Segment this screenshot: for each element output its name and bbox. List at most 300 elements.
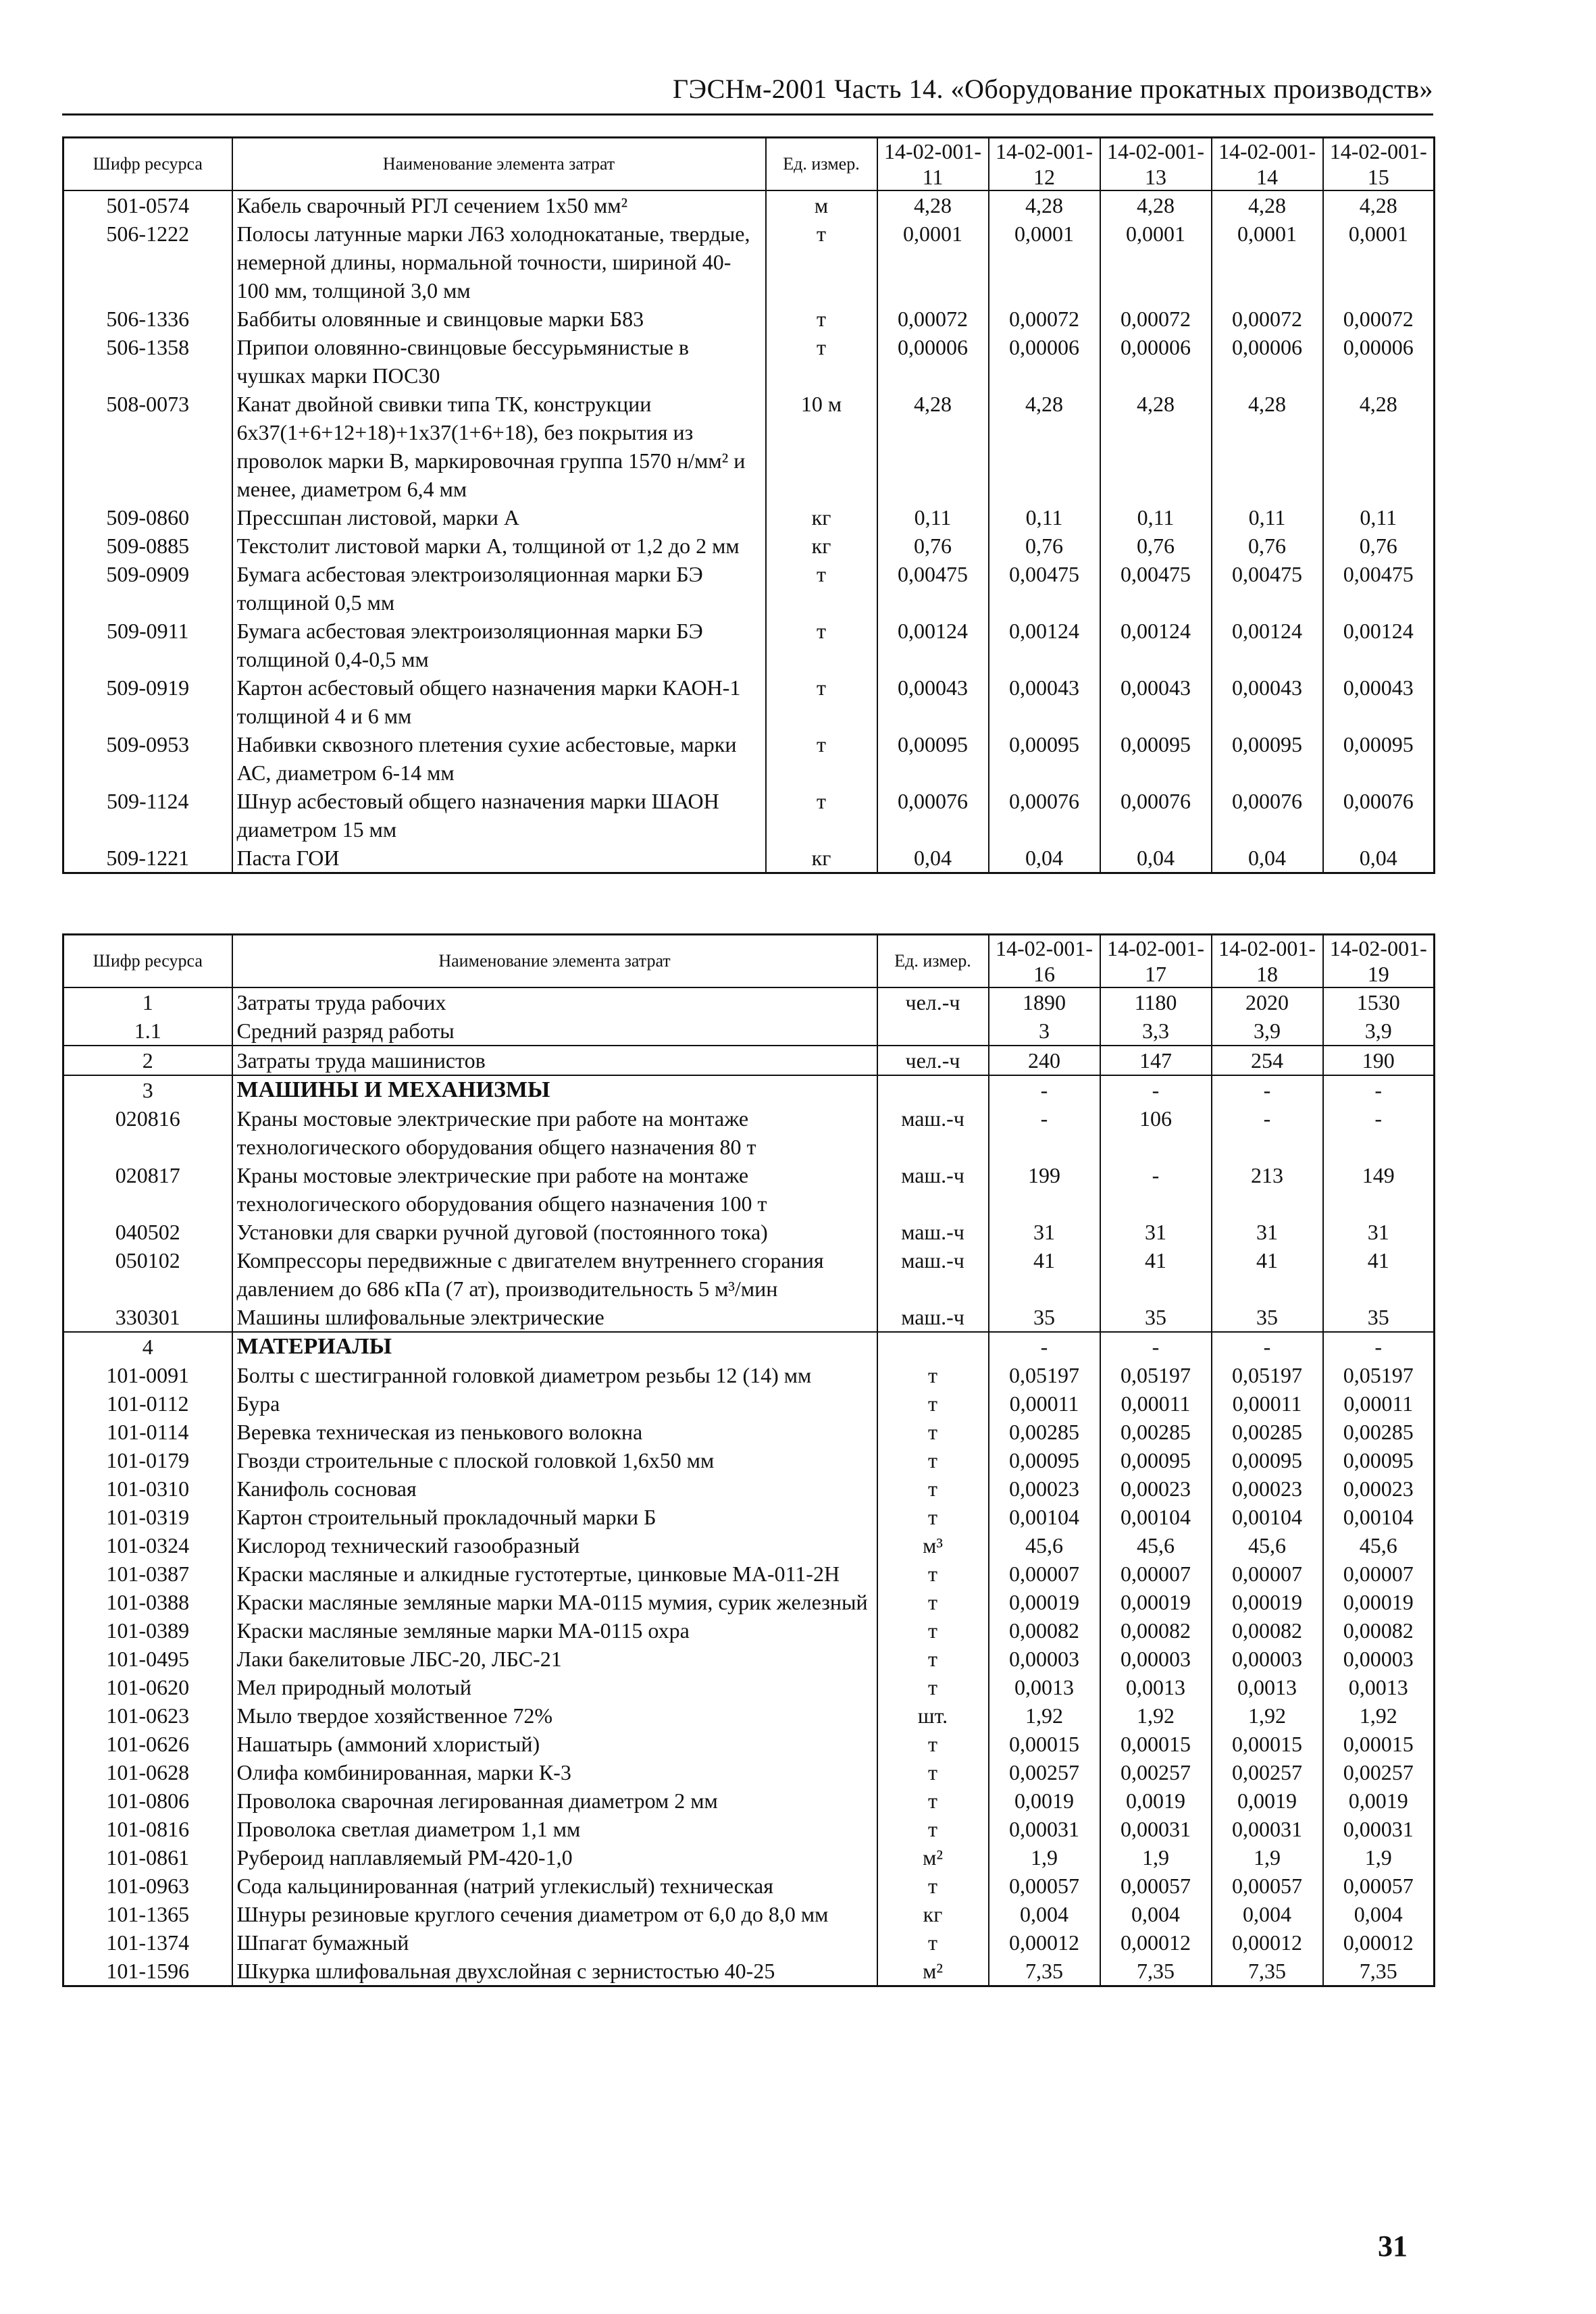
- table-row: [63, 1503, 1435, 1531]
- value-cell: 35: [989, 1303, 1100, 1332]
- resource-name: Шкурка шлифовальная двухслойная с зернистостью 40-25: [232, 1957, 877, 1986]
- value-cell: -: [1323, 1104, 1435, 1161]
- unit: чел.-ч: [877, 987, 989, 1017]
- resource-code: 101-0626: [63, 1730, 232, 1758]
- value-cell: 1,9: [1100, 1843, 1212, 1872]
- value-cell: 3: [989, 1017, 1100, 1046]
- value-cell: 7,35: [989, 1957, 1100, 1986]
- unit: маш.-ч: [877, 1161, 989, 1218]
- table-row: [63, 730, 1435, 787]
- resource-name: Машины шлифовальные электрические: [232, 1303, 877, 1332]
- resource-name: Средний разряд работы: [232, 1017, 877, 1046]
- resource-name: Краны мостовые электрические при работе на монтаже технологического оборудования общего назначения 100 т: [232, 1161, 877, 1218]
- value-cell: 41: [1212, 1246, 1323, 1303]
- unit: т: [877, 1730, 989, 1758]
- value-cell: 0,00072: [1212, 305, 1323, 333]
- value-cell: 190: [1323, 1046, 1435, 1075]
- unit: маш.-ч: [877, 1104, 989, 1161]
- unit: т: [877, 1474, 989, 1503]
- value-cell: 0,00104: [1323, 1503, 1435, 1531]
- value-cell: 0,00072: [989, 305, 1100, 333]
- value-cell: 0,76: [877, 532, 989, 560]
- resource-code: 101-0861: [63, 1843, 232, 1872]
- resource-code: 101-1596: [63, 1957, 232, 1986]
- value-cell: 45,6: [989, 1531, 1100, 1560]
- resource-name: Гвозди строительные с плоской головкой 1,6х50 мм: [232, 1446, 877, 1474]
- value-cell: 0,00015: [1100, 1730, 1212, 1758]
- resource-code: 101-1374: [63, 1928, 232, 1957]
- value-cell: 0,00015: [1323, 1730, 1435, 1758]
- resource-name: Мел природный молотый: [232, 1673, 877, 1701]
- value-cell: 3,3: [1100, 1017, 1212, 1046]
- table-row: [63, 1303, 1435, 1332]
- table-row: [63, 305, 1435, 333]
- value-cell: 0,00257: [1323, 1758, 1435, 1786]
- value-cell: 31: [1323, 1218, 1435, 1246]
- value-cell: 0,00003: [1100, 1645, 1212, 1673]
- value-cell: 45,6: [1100, 1531, 1212, 1560]
- table-row: [63, 1161, 1435, 1218]
- table-row: [63, 390, 1435, 503]
- resource-name: Олифа комбинированная, марки К-3: [232, 1758, 877, 1786]
- unit: кг: [766, 532, 877, 560]
- unit: т: [877, 1361, 989, 1389]
- table-row: [63, 190, 1435, 220]
- resource-code: 1: [63, 987, 232, 1017]
- col-header: 14-02-001-17: [1100, 935, 1212, 988]
- unit: [877, 1017, 989, 1046]
- value-cell: 0,00007: [989, 1560, 1100, 1588]
- unit: маш.-ч: [877, 1218, 989, 1246]
- value-cell: 4,28: [989, 190, 1100, 220]
- table-row: [63, 1758, 1435, 1786]
- value-cell: 0,00006: [877, 333, 989, 390]
- value-cell: 0,00076: [1212, 787, 1323, 844]
- value-cell: 31: [989, 1218, 1100, 1246]
- value-cell: 0,00076: [989, 787, 1100, 844]
- resource-name: Проволока сварочная легированная диаметром 2 мм: [232, 1786, 877, 1815]
- value-cell: 0,00031: [1100, 1815, 1212, 1843]
- value-cell: 106: [1100, 1104, 1212, 1161]
- value-cell: -: [1100, 1161, 1212, 1218]
- value-cell: 1,92: [1212, 1701, 1323, 1730]
- resource-name: Краски масляные земляные марки МА-0115 мумия, сурик железный: [232, 1588, 877, 1616]
- unit: т: [877, 1616, 989, 1645]
- value-cell: 0,00475: [877, 560, 989, 617]
- value-cell: 0,00012: [1212, 1928, 1323, 1957]
- resource-name: МАШИНЫ И МЕХАНИЗМЫ: [232, 1075, 877, 1104]
- col-header: 14-02-001-13: [1100, 138, 1212, 191]
- value-cell: 1,92: [1100, 1701, 1212, 1730]
- value-cell: 0,0001: [989, 220, 1100, 305]
- value-cell: 1180: [1100, 987, 1212, 1017]
- unit: т: [877, 1928, 989, 1957]
- unit: т: [766, 305, 877, 333]
- value-cell: 4,28: [1323, 190, 1435, 220]
- unit: т: [877, 1758, 989, 1786]
- table-row: [63, 220, 1435, 305]
- resource-code: 330301: [63, 1303, 232, 1332]
- resource-code: 050102: [63, 1246, 232, 1303]
- value-cell: 0,05197: [1323, 1361, 1435, 1389]
- value-cell: 0,00095: [1100, 730, 1212, 787]
- table-row: [63, 1046, 1435, 1075]
- value-cell: 0,00023: [989, 1474, 1100, 1503]
- value-cell: 3,9: [1212, 1017, 1323, 1046]
- unit: т: [877, 1645, 989, 1673]
- resource-name: Набивки сквозного плетения сухие асбестовые, марки АС, диаметром 6-14 мм: [232, 730, 766, 787]
- value-cell: 0,0013: [1323, 1673, 1435, 1701]
- resource-name: Болты с шестигранной головкой диаметром резьбы 12 (14) мм: [232, 1361, 877, 1389]
- table-row: [63, 987, 1435, 1017]
- value-cell: 0,00124: [877, 617, 989, 673]
- table-row: [63, 1389, 1435, 1418]
- resource-code: 101-0389: [63, 1616, 232, 1645]
- col-header: Ед. измер.: [766, 138, 877, 191]
- value-cell: 0,00285: [1212, 1418, 1323, 1446]
- col-header: Шифр ресурса: [63, 138, 232, 191]
- unit: кг: [877, 1900, 989, 1928]
- resource-code: 506-1222: [63, 220, 232, 305]
- value-cell: 147: [1100, 1046, 1212, 1075]
- unit: т: [877, 1418, 989, 1446]
- value-cell: -: [989, 1075, 1100, 1104]
- value-cell: 0,0001: [1323, 220, 1435, 305]
- value-cell: 41: [1323, 1246, 1435, 1303]
- unit: 10 м: [766, 390, 877, 503]
- value-cell: 0,00012: [1100, 1928, 1212, 1957]
- resource-name: Веревка техническая из пенькового волокна: [232, 1418, 877, 1446]
- resource-name: Затраты труда машинистов: [232, 1046, 877, 1075]
- resource-name: Текстолит листовой марки А, толщиной от 1,2 до 2 мм: [232, 532, 766, 560]
- table-row: [63, 1361, 1435, 1389]
- resource-code: 101-0112: [63, 1389, 232, 1418]
- value-cell: 0,0013: [1100, 1673, 1212, 1701]
- value-cell: 0,11: [1323, 503, 1435, 532]
- value-cell: 0,004: [1100, 1900, 1212, 1928]
- value-cell: 4,28: [877, 390, 989, 503]
- value-cell: 0,00082: [1323, 1616, 1435, 1645]
- resource-code: 501-0574: [63, 190, 232, 220]
- table-row: [63, 503, 1435, 532]
- resource-name: Краски масляные и алкидные густотертые, цинковые МА-011-2Н: [232, 1560, 877, 1588]
- table-row: [63, 844, 1435, 873]
- resource-code: 509-0919: [63, 673, 232, 730]
- table-row: [63, 1730, 1435, 1758]
- value-cell: -: [989, 1104, 1100, 1161]
- unit: т: [877, 1588, 989, 1616]
- table-row: [63, 1616, 1435, 1645]
- value-cell: 35: [1323, 1303, 1435, 1332]
- value-cell: 0,00015: [989, 1730, 1100, 1758]
- value-cell: 0,0019: [1212, 1786, 1323, 1815]
- value-cell: 0,00019: [1100, 1588, 1212, 1616]
- table-row: [63, 617, 1435, 673]
- resource-name: Картон асбестовый общего назначения марки КАОН-1 толщиной 4 и 6 мм: [232, 673, 766, 730]
- value-cell: 0,05197: [1212, 1361, 1323, 1389]
- value-cell: 0,00007: [1100, 1560, 1212, 1588]
- value-cell: 0,004: [1323, 1900, 1435, 1928]
- unit: т: [766, 560, 877, 617]
- resource-name: Шнур асбестовый общего назначения марки ШАОН диаметром 15 мм: [232, 787, 766, 844]
- value-cell: 31: [1212, 1218, 1323, 1246]
- header-rule: [62, 113, 1433, 115]
- value-cell: 0,00031: [1212, 1815, 1323, 1843]
- table-row: [63, 333, 1435, 390]
- table-row: [63, 1446, 1435, 1474]
- resource-code: 509-1124: [63, 787, 232, 844]
- table-row: [63, 1900, 1435, 1928]
- value-cell: 0,00095: [1323, 1446, 1435, 1474]
- value-cell: 0,00095: [1100, 1446, 1212, 1474]
- value-cell: 0,0019: [989, 1786, 1100, 1815]
- resources-table-1: [62, 136, 1435, 874]
- value-cell: 0,00095: [1212, 1446, 1323, 1474]
- value-cell: 0,00057: [1100, 1872, 1212, 1900]
- unit: т: [877, 1446, 989, 1474]
- resource-name: Нашатырь (аммоний хлористый): [232, 1730, 877, 1758]
- value-cell: 0,00124: [1323, 617, 1435, 673]
- col-header: Наименование элемента затрат: [232, 138, 766, 191]
- value-cell: 45,6: [1212, 1531, 1323, 1560]
- col-header: Ед. измер.: [877, 935, 989, 988]
- resource-code: 509-0885: [63, 532, 232, 560]
- value-cell: 0,0019: [1323, 1786, 1435, 1815]
- table-row: [63, 1474, 1435, 1503]
- value-cell: 7,35: [1323, 1957, 1435, 1986]
- unit: маш.-ч: [877, 1303, 989, 1332]
- value-cell: 199: [989, 1161, 1100, 1218]
- value-cell: -: [989, 1332, 1100, 1361]
- value-cell: 0,00095: [877, 730, 989, 787]
- resource-name: Сода кальцинированная (натрий углекислый) техническая: [232, 1872, 877, 1900]
- value-cell: 0,00003: [989, 1645, 1100, 1673]
- value-cell: 0,0001: [877, 220, 989, 305]
- value-cell: 35: [1212, 1303, 1323, 1332]
- resource-name: Картон строительный прокладочный марки Б: [232, 1503, 877, 1531]
- value-cell: 0,76: [989, 532, 1100, 560]
- resource-code: 101-0387: [63, 1560, 232, 1588]
- value-cell: 4,28: [1100, 390, 1212, 503]
- value-cell: 0,00076: [1100, 787, 1212, 844]
- resource-code: 2: [63, 1046, 232, 1075]
- resources-table-2: [62, 933, 1435, 1987]
- value-cell: 0,00082: [1100, 1616, 1212, 1645]
- value-cell: 0,004: [989, 1900, 1100, 1928]
- unit: м³: [877, 1531, 989, 1560]
- resource-code: 508-0073: [63, 390, 232, 503]
- value-cell: 0,00019: [989, 1588, 1100, 1616]
- resource-code: 101-0620: [63, 1673, 232, 1701]
- value-cell: 0,04: [1212, 844, 1323, 873]
- value-cell: 31: [1100, 1218, 1212, 1246]
- value-cell: -: [1212, 1075, 1323, 1104]
- table-row: [63, 1017, 1435, 1046]
- resource-name: Шпагат бумажный: [232, 1928, 877, 1957]
- resource-name: Мыло твердое хозяйственное 72%: [232, 1701, 877, 1730]
- value-cell: 0,00043: [989, 673, 1100, 730]
- table-row: [63, 1843, 1435, 1872]
- value-cell: 0,00043: [1100, 673, 1212, 730]
- unit: т: [766, 220, 877, 305]
- resource-code: 506-1358: [63, 333, 232, 390]
- resource-code: 101-0628: [63, 1758, 232, 1786]
- value-cell: 0,00043: [1212, 673, 1323, 730]
- value-cell: 0,00257: [1100, 1758, 1212, 1786]
- value-cell: -: [1323, 1332, 1435, 1361]
- table-row: [63, 1645, 1435, 1673]
- value-cell: 0,05197: [1100, 1361, 1212, 1389]
- value-cell: 0,76: [1100, 532, 1212, 560]
- unit: т: [766, 730, 877, 787]
- table-row: [63, 532, 1435, 560]
- resource-name: Припои оловянно-свинцовые бессурьмянистые в чушках марки ПОС30: [232, 333, 766, 390]
- unit: [877, 1332, 989, 1361]
- unit: т: [766, 333, 877, 390]
- resource-code: 040502: [63, 1218, 232, 1246]
- resource-code: 1.1: [63, 1017, 232, 1046]
- unit: м: [766, 190, 877, 220]
- value-cell: 0,11: [1212, 503, 1323, 532]
- value-cell: 0,00003: [1323, 1645, 1435, 1673]
- value-cell: 0,00124: [1212, 617, 1323, 673]
- value-cell: 0,00257: [1212, 1758, 1323, 1786]
- unit: кг: [766, 844, 877, 873]
- value-cell: 0,00023: [1212, 1474, 1323, 1503]
- value-cell: 0,00257: [989, 1758, 1100, 1786]
- value-cell: 4,28: [1212, 190, 1323, 220]
- value-cell: 0,00019: [1323, 1588, 1435, 1616]
- value-cell: 45,6: [1323, 1531, 1435, 1560]
- value-cell: 0,00124: [1100, 617, 1212, 673]
- resource-name: Шнуры резиновые круглого сечения диаметром от 6,0 до 8,0 мм: [232, 1900, 877, 1928]
- table-row: [63, 1673, 1435, 1701]
- resource-name: Паста ГОИ: [232, 844, 766, 873]
- table-row: [63, 1786, 1435, 1815]
- value-cell: 0,00015: [1212, 1730, 1323, 1758]
- resource-code: 101-0114: [63, 1418, 232, 1446]
- value-cell: 0,05197: [989, 1361, 1100, 1389]
- unit: т: [877, 1673, 989, 1701]
- value-cell: 0,00475: [1100, 560, 1212, 617]
- value-cell: 0,11: [877, 503, 989, 532]
- value-cell: 0,0013: [1212, 1673, 1323, 1701]
- table-row: [63, 1588, 1435, 1616]
- table-row: [63, 1957, 1435, 1986]
- value-cell: -: [1212, 1332, 1323, 1361]
- value-cell: 0,00006: [1100, 333, 1212, 390]
- value-cell: 213: [1212, 1161, 1323, 1218]
- unit: т: [877, 1815, 989, 1843]
- value-cell: 41: [1100, 1246, 1212, 1303]
- value-cell: 0,00023: [1100, 1474, 1212, 1503]
- value-cell: 0,00006: [989, 333, 1100, 390]
- value-cell: 0,0001: [1100, 220, 1212, 305]
- value-cell: 0,00475: [1212, 560, 1323, 617]
- value-cell: 0,00104: [1212, 1503, 1323, 1531]
- value-cell: 0,00011: [1100, 1389, 1212, 1418]
- resource-name: Установки для сварки ручной дуговой (постоянного тока): [232, 1218, 877, 1246]
- value-cell: 0,00475: [989, 560, 1100, 617]
- value-cell: 0,00082: [989, 1616, 1100, 1645]
- value-cell: 0,00057: [1323, 1872, 1435, 1900]
- table-row: [63, 1104, 1435, 1161]
- unit: т: [766, 617, 877, 673]
- value-cell: 1530: [1323, 987, 1435, 1017]
- unit: м²: [877, 1843, 989, 1872]
- resource-name: Бумага асбестовая электроизоляционная марки БЭ толщиной 0,4-0,5 мм: [232, 617, 766, 673]
- value-cell: 2020: [1212, 987, 1323, 1017]
- col-header: 14-02-001-16: [989, 935, 1100, 988]
- resource-code: 506-1336: [63, 305, 232, 333]
- value-cell: 0,00285: [989, 1418, 1100, 1446]
- resource-code: 101-0310: [63, 1474, 232, 1503]
- value-cell: 0,00095: [989, 730, 1100, 787]
- value-cell: 0,00057: [989, 1872, 1100, 1900]
- resource-code: 101-0623: [63, 1701, 232, 1730]
- resource-name: Краны мостовые электрические при работе на монтаже технологического оборудования общего назначения 80 т: [232, 1104, 877, 1161]
- value-cell: 0,11: [989, 503, 1100, 532]
- value-cell: 0,00072: [1323, 305, 1435, 333]
- table-row: [63, 1560, 1435, 1588]
- resource-name: Рубероид наплавляемый РМ-420-1,0: [232, 1843, 877, 1872]
- value-cell: 0,04: [989, 844, 1100, 873]
- resource-name: МАТЕРИАЛЫ: [232, 1332, 877, 1361]
- unit: т: [766, 673, 877, 730]
- resource-name: Бумага асбестовая электроизоляционная марки БЭ толщиной 0,5 мм: [232, 560, 766, 617]
- table-row: [63, 1075, 1435, 1104]
- value-cell: 0,04: [1323, 844, 1435, 873]
- table-row: [63, 1701, 1435, 1730]
- table-1-header-row: [63, 138, 1435, 191]
- col-header: 14-02-001-12: [989, 138, 1100, 191]
- resource-name: Канат двойной свивки типа ТК, конструкции 6х37(1+6+12+18)+1х37(1+6+18), без покрытия из проволок марки В, маркировочная группа 1570 н/мм² и менее, диаметром 6,4 мм: [232, 390, 766, 503]
- value-cell: 0,00011: [1323, 1389, 1435, 1418]
- value-cell: 0,00012: [989, 1928, 1100, 1957]
- resource-name: Компрессоры передвижные с двигателем внутреннего сгорания давлением до 686 кПа (7 ат), производительность 5 м³/мин: [232, 1246, 877, 1303]
- resource-code: 101-0963: [63, 1872, 232, 1900]
- resource-code: 101-0324: [63, 1531, 232, 1560]
- resource-name: Краски масляные земляные марки МА-0115 охра: [232, 1616, 877, 1645]
- page-header: ГЭСНм-2001 Часть 14. «Оборудование прокатных производств»: [673, 74, 1433, 104]
- value-cell: 0,00012: [1323, 1928, 1435, 1957]
- resource-code: 101-0495: [63, 1645, 232, 1673]
- unit: маш.-ч: [877, 1246, 989, 1303]
- value-cell: 0,00076: [877, 787, 989, 844]
- value-cell: 0,00124: [989, 617, 1100, 673]
- value-cell: 0,76: [1212, 532, 1323, 560]
- value-cell: 0,00072: [1100, 305, 1212, 333]
- resource-name: Канифоль сосновая: [232, 1474, 877, 1503]
- value-cell: 4,28: [1100, 190, 1212, 220]
- value-cell: 0,00007: [1323, 1560, 1435, 1588]
- col-header: Наименование элемента затрат: [232, 935, 877, 988]
- value-cell: 0,00095: [1212, 730, 1323, 787]
- resource-code: 020817: [63, 1161, 232, 1218]
- value-cell: 1,9: [989, 1843, 1100, 1872]
- col-header: 14-02-001-14: [1212, 138, 1323, 191]
- value-cell: 0,00031: [1323, 1815, 1435, 1843]
- resource-name: Лаки бакелитовые ЛБС-20, ЛБС-21: [232, 1645, 877, 1673]
- value-cell: 4,28: [877, 190, 989, 220]
- col-header: 14-02-001-19: [1323, 935, 1435, 988]
- table-row: [63, 1872, 1435, 1900]
- resource-code: 3: [63, 1075, 232, 1104]
- table-row: [63, 1332, 1435, 1361]
- unit: т: [877, 1872, 989, 1900]
- table-row: [63, 1418, 1435, 1446]
- page-number: 31: [1378, 2230, 1408, 2263]
